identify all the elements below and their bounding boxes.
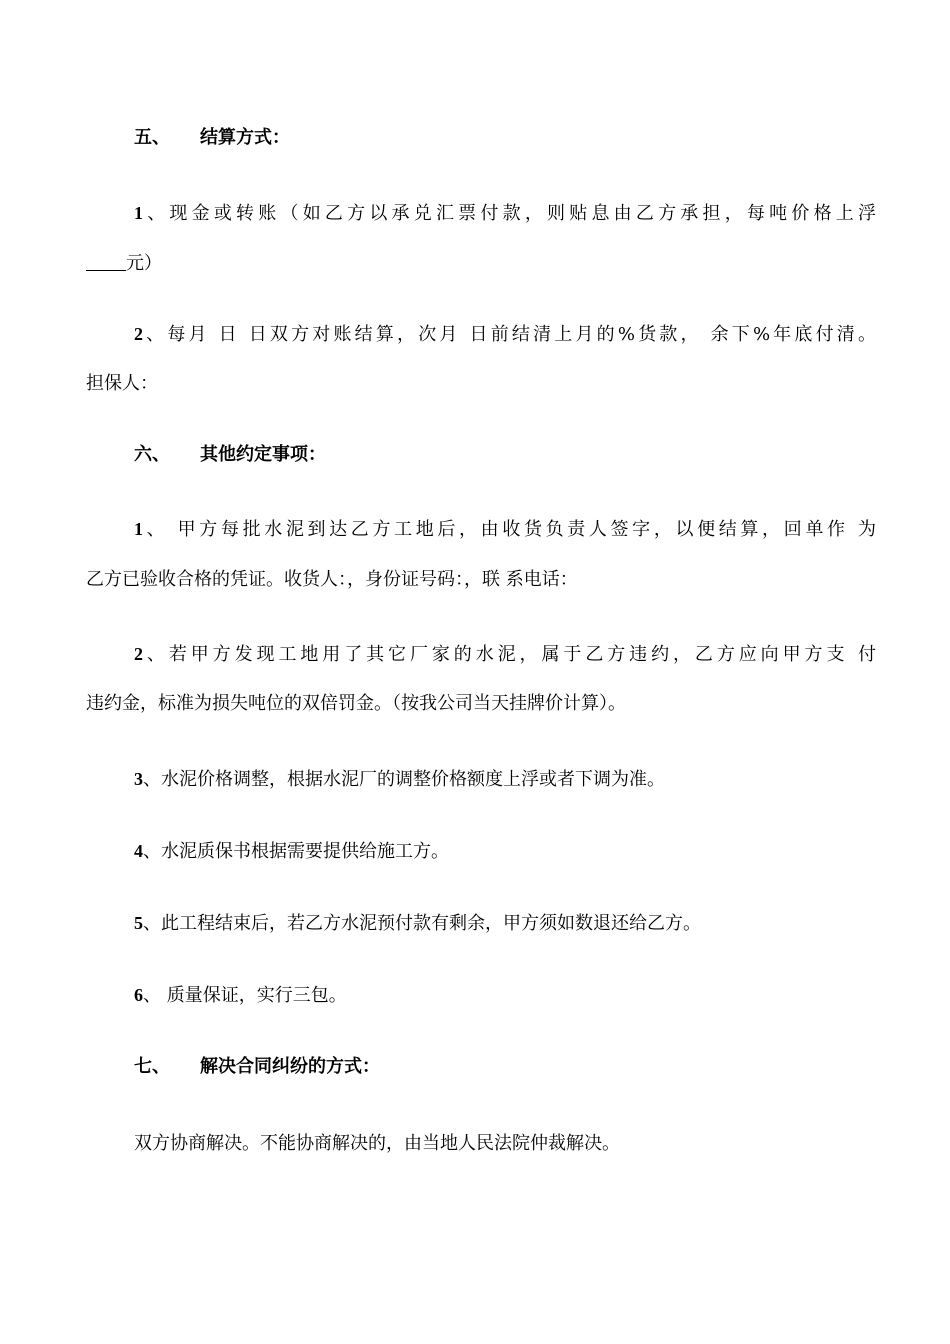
clause-text: 、此工程结束后，若乙方水泥预付款有剩余，甲方须如数退还给乙方。 xyxy=(143,913,701,934)
clause-text: 、水泥价格调整，根据水泥厂的调整价格额度上浮或者下调为准。 xyxy=(143,769,665,790)
clause-line xyxy=(134,322,876,347)
clause-text: 乙方已验收合格的凭证。收货人：，身份证号码：，联 系电话： xyxy=(86,569,578,590)
clause-line xyxy=(134,517,876,542)
section-title: 其他约定事项： xyxy=(200,444,326,465)
clause-line xyxy=(134,839,876,864)
section-number: 五、 xyxy=(134,127,170,148)
clause-number: 6 xyxy=(134,985,143,1005)
clause-line xyxy=(86,692,876,716)
fill-in-blank xyxy=(86,252,126,271)
clause-line xyxy=(134,983,876,1008)
clause-text: 担保人： xyxy=(86,373,158,394)
clause-line xyxy=(134,911,876,936)
section-heading xyxy=(134,126,876,150)
clause-text: 、若甲方发现工地用了其它厂家的水泥，属于乙方违约，乙方应向甲方支 付 xyxy=(143,644,876,665)
section-heading xyxy=(134,443,876,467)
clause-line xyxy=(134,767,876,792)
clause-line xyxy=(134,201,876,226)
clause-number: 1 xyxy=(134,203,143,223)
clause-line xyxy=(86,568,876,592)
clause-text: 、现金或转账（如乙方以承兑汇票付款，则贴息由乙方承担，每吨价格上浮 xyxy=(143,203,876,224)
clause-line xyxy=(134,642,876,667)
clause-number: 2 xyxy=(134,644,143,664)
clause-text: 元） xyxy=(126,253,162,274)
section-number: 七、 xyxy=(134,1056,170,1077)
section-title: 解决合同纠纷的方式： xyxy=(200,1056,380,1077)
clause-number: 5 xyxy=(134,913,143,933)
clause-text: 、水泥质保书根据需要提供给施工方。 xyxy=(143,841,449,862)
section-heading xyxy=(134,1055,876,1079)
clause-number: 1 xyxy=(134,519,143,539)
clause-line xyxy=(86,372,876,396)
clause-text: 、每月 日 日双方对账结算，次月 日前结清上月的%货款， 余下%年底付清。 xyxy=(143,324,876,345)
paragraph xyxy=(134,1132,876,1156)
paragraph-text: 双方协商解决。不能协商解决的，由当地人民法院仲裁解决。 xyxy=(134,1133,620,1154)
section-title: 结算方式： xyxy=(200,127,290,148)
clause-number: 3 xyxy=(134,769,143,789)
clause-text: 、 甲方每批水泥到达乙方工地后，由收货负责人签字，以便结算，回单作 为 xyxy=(143,519,876,540)
section-number: 六、 xyxy=(134,444,170,465)
clause-line xyxy=(86,252,876,276)
clause-text: 、 质量保证，实行三包。 xyxy=(143,985,347,1006)
clause-number: 2 xyxy=(134,324,143,344)
clause-text: 违约金，标准为损失吨位的双倍罚金。（按我公司当天挂牌价计算）。 xyxy=(86,693,626,714)
clause-number: 4 xyxy=(134,841,143,861)
